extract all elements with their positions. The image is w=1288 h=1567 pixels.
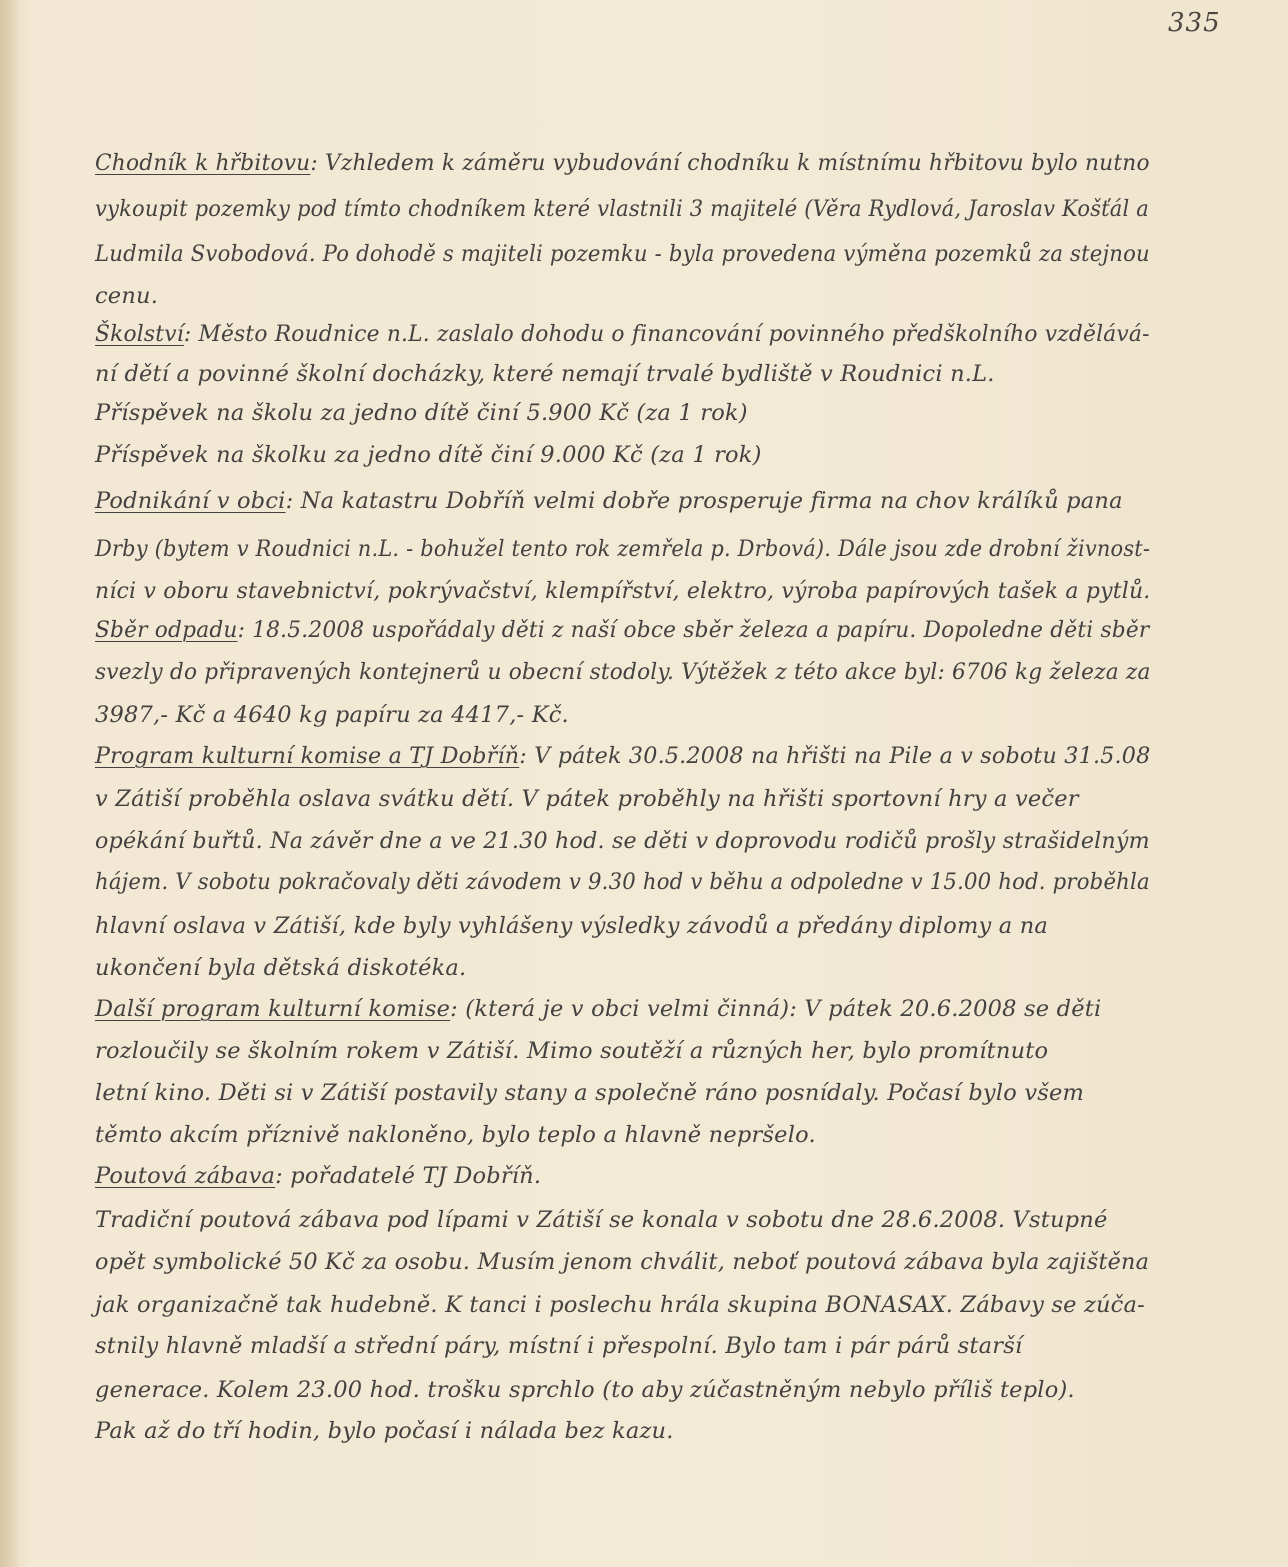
line-text: : 18.5.2008 uspořádaly děti z naší obce sběr železa a papíru. Dopoledne děti sběr: [237, 617, 1150, 643]
text-line: Příspěvek na školku za jedno dítě činí 9.000 Kč (za 1 rok): [95, 442, 762, 468]
line-text: : Na katastru Dobříň velmi dobře prosperuje firma na chov králíků pana: [285, 488, 1123, 514]
line-text: : (která je v obci velmi činná): V pátek 20.6.2008 se děti: [450, 996, 1102, 1022]
page-number: 335: [1168, 8, 1221, 38]
text-line: jak organizačně tak hudebně. K tanci i poslechu hrála skupina BONASAX. Zábavy se zúča-: [95, 1292, 1145, 1318]
text-line: [95, 321, 1150, 347]
text-line: ukončení byla dětská diskotéka.: [95, 955, 467, 981]
text-line: opět symbolické 50 Kč za osobu. Musím jenom chválit, neboť poutová zábava byla zajištěna: [95, 1249, 1150, 1275]
text-line: letní kino. Děti si v Zátiší postavily stany a společně ráno posnídaly. Počasí bylo všem: [95, 1080, 1085, 1106]
text-line: [95, 743, 1150, 769]
text-line: [95, 996, 1101, 1022]
text-line: níci v oboru stavebnictví, pokrývačství, klempířství, elektro, výroba papírových tašek a pytlů.: [95, 578, 1151, 604]
text-line: Pak až do tří hodin, bylo počasí i nálada bez kazu.: [95, 1418, 674, 1444]
text-line: Tradiční poutová zábava pod lípami v Zátiší se konala v sobotu dne 28.6.2008. Vstupné: [95, 1207, 1108, 1233]
section-heading: Program kulturní komise a TJ Dobříň: [95, 743, 520, 769]
text-line: hlavní oslava v Zátiší, kde byly vyhlášeny výsledky závodů a předány diplomy a na: [95, 913, 1049, 939]
text-line: těmto akcím příznivě nakloněno, bylo teplo a hlavně nepršelo.: [95, 1122, 816, 1148]
text-line: [95, 1163, 541, 1189]
text-line: vykoupit pozemky pod tímto chodníkem které vlastnili 3 majitelé (Věra Rydlová, Jaroslav Košťál a: [95, 196, 1150, 222]
section-heading: Další program kulturní komise: [95, 996, 451, 1022]
text-line: cenu.: [95, 283, 159, 309]
section-heading: Sběr odpadu: [95, 617, 238, 643]
section-heading: Poutová zábava: [95, 1163, 276, 1189]
text-line: [95, 488, 1123, 514]
text-line: 3987,- Kč a 4640 kg papíru za 4417,- Kč.: [95, 702, 569, 728]
text-line: generace. Kolem 23.00 hod. trošku sprchlo (to aby zúčastněným nebylo příliš teplo).: [95, 1377, 1075, 1403]
text-line: Ludmila Svobodová. Po dohodě s majiteli pozemku - byla provedena výměna pozemků za stejnou: [95, 241, 1150, 267]
text-line: stnily hlavně mladší a střední páry, místní i přespolní. Bylo tam i pár párů starší: [95, 1333, 1023, 1359]
text-line: rozloučily se školním rokem v Zátiší. Mimo soutěží a různých her, bylo promítnuto: [95, 1038, 1049, 1064]
line-text: : Vzhledem k záměru vybudování chodníku k místnímu hřbitovu bylo nutno: [310, 150, 1150, 176]
text-line: ní dětí a povinné školní docházky, které nemají trvalé bydliště v Roudnici n.L.: [95, 361, 995, 387]
text-line: opékání buřtů. Na závěr dne a ve 21.30 hod. se děti v doprovodu rodičů prošly strašidelným: [95, 828, 1150, 854]
text-line: svezly do připravených kontejnerů u obecní stodoly. Výtěžek z této akce byl: 6706 kg železa za: [95, 659, 1151, 685]
line-text: : Město Roudnice n.L. zaslalo dohodu o financování povinného předškolního vzdělává-: [183, 321, 1150, 347]
section-heading: Chodník k hřbitovu: [95, 150, 311, 176]
text-line: Příspěvek na školu za jedno dítě činí 5.900 Kč (za 1 rok): [95, 400, 748, 426]
section-heading: Podnikání v obci: [95, 488, 286, 514]
text-line: Drby (bytem v Roudnici n.L. - bohužel tento rok zemřela p. Drbová). Dále jsou zde drobní živnost-: [95, 536, 1151, 562]
text-line: [95, 150, 1150, 176]
line-text: : pořadatelé TJ Dobříň.: [275, 1163, 542, 1189]
section-heading: Školství: [95, 321, 184, 347]
line-text: : V pátek 30.5.2008 na hřišti na Pile a v sobotu 31.5.08: [519, 743, 1151, 769]
text-line: [95, 617, 1149, 643]
text-line: v Zátiší proběhla oslava svátku dětí. V pátek proběhly na hřišti sportovní hry a večer: [95, 786, 1079, 812]
binding-shadow: [0, 0, 20, 1567]
text-line: hájem. V sobotu pokračovaly děti závodem v 9.30 hod v běhu a odpoledne v 15.00 hod. proběhla: [95, 869, 1150, 895]
